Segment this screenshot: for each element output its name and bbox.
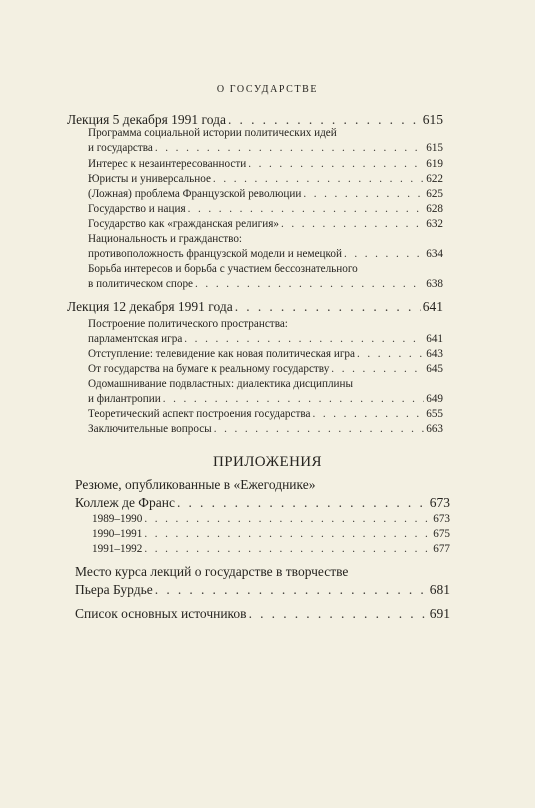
toc-subentry-line1: Построение политического пространства:	[88, 318, 288, 330]
toc-page-number: 673	[429, 495, 450, 510]
dot-leader	[144, 528, 431, 540]
toc-subentry[interactable]	[88, 348, 443, 360]
toc-page-number: 619	[426, 158, 443, 170]
toc-entry-resume[interactable]	[75, 495, 450, 511]
dot-leader	[213, 173, 424, 185]
toc-entry-title: Коллеж де Франс	[75, 495, 175, 510]
toc-entry-title: 1989–1990	[92, 513, 143, 525]
toc-page-number: 615	[422, 112, 443, 127]
toc-page-number: 628	[426, 203, 443, 215]
toc-subentry[interactable]	[88, 158, 443, 170]
toc-page-number: 649	[426, 393, 443, 405]
dot-leader	[144, 513, 431, 525]
toc-entry-title: Отступление: телевидение как новая политическая игра	[88, 348, 355, 360]
toc-page-number: 677	[433, 543, 450, 555]
toc-subentry-line1: Борьба интересов и борьба с участием бессознательного	[88, 263, 358, 275]
toc-entry-title: Пьера Бурдье	[75, 582, 153, 597]
toc-page-number: 675	[433, 528, 450, 540]
toc-entry-title: парламентская игра	[88, 333, 183, 345]
toc-subentry[interactable]	[88, 423, 443, 435]
toc-subentry[interactable]	[88, 393, 443, 405]
dot-leader	[248, 158, 424, 170]
toc-entry-sources[interactable]	[75, 606, 450, 622]
dot-leader	[144, 543, 431, 555]
toc-subentry[interactable]	[88, 363, 443, 375]
toc-entry-title: Теоретический аспект построения государства	[88, 408, 311, 420]
toc-entry-title: и государства	[88, 142, 153, 154]
toc-entry-title: в политическом споре	[88, 278, 194, 290]
toc-page-number: 681	[429, 582, 450, 597]
toc-subentry[interactable]	[88, 218, 443, 230]
toc-subentry[interactable]	[88, 142, 443, 154]
toc-subentry[interactable]	[88, 173, 443, 185]
toc-subentry[interactable]	[88, 333, 443, 345]
toc-page-number: 641	[422, 299, 443, 314]
toc-entry-title: Заключительные вопросы	[88, 423, 212, 435]
toc-subentry-year[interactable]	[92, 513, 450, 525]
toc-subentry[interactable]	[88, 188, 443, 200]
toc-page-number: 634	[426, 248, 443, 260]
toc-subentry[interactable]	[88, 203, 443, 215]
dot-leader	[249, 606, 428, 622]
toc-page-number: 655	[426, 408, 443, 420]
toc-page-number: 622	[426, 173, 443, 185]
appendix-heading: ПРИЛОЖЕНИЯ	[213, 454, 322, 470]
toc-page-number: 691	[429, 606, 450, 621]
toc-subentry-line1: Программа социальной истории политических идей	[88, 127, 337, 139]
dot-leader	[281, 218, 424, 230]
toc-entry-lecture-2[interactable]	[67, 299, 443, 315]
dot-leader	[344, 248, 424, 260]
toc-subentry-line1: Одомашнивание подвластных: диалектика дисциплины	[88, 378, 354, 390]
toc-entry-title: 1991–1992	[92, 543, 143, 555]
dot-leader	[357, 348, 424, 360]
toc-entry-title: противоположность французской модели и немецкой	[88, 248, 342, 260]
dot-leader	[195, 278, 424, 290]
toc-page-number: 673	[433, 513, 450, 525]
toc-entry-title: Юристы и универсальное	[88, 173, 211, 185]
toc-subentry[interactable]	[88, 248, 443, 260]
running-head: О ГОСУДАРСТВЕ	[216, 84, 319, 95]
toc-subentry-line1: Национальность и гражданство:	[88, 233, 243, 245]
dot-leader	[312, 408, 424, 420]
toc-entry-place[interactable]	[75, 582, 450, 598]
dot-leader	[155, 582, 428, 598]
toc-page-number: 645	[426, 363, 443, 375]
toc-entry-title: и филантропии	[88, 393, 161, 405]
toc-page-number: 638	[426, 278, 443, 290]
dot-leader	[214, 423, 425, 435]
toc-entry-title: Государство как «гражданская религия»	[88, 218, 279, 230]
dot-leader	[184, 333, 424, 345]
dot-leader	[188, 203, 425, 215]
toc-entry-line1: Резюме, опубликованные в «Ежегоднике»	[75, 477, 316, 492]
toc-page-number: 632	[426, 218, 443, 230]
dot-leader	[303, 188, 424, 200]
toc-page-number: 615	[426, 142, 443, 154]
toc-entry-title: Лекция 5 декабря 1991 года	[67, 112, 226, 127]
dot-leader	[331, 363, 424, 375]
dot-leader	[228, 112, 421, 128]
dot-leader	[177, 495, 428, 511]
toc-entry-title: 1990–1991	[92, 528, 143, 540]
toc-page-number: 663	[426, 423, 443, 435]
toc-subentry-year[interactable]	[92, 528, 450, 540]
toc-entry-lecture-1[interactable]	[67, 112, 443, 128]
toc-page-number: 643	[426, 348, 443, 360]
toc-entry-title: От государства на бумаге к реальному государству	[88, 363, 330, 375]
toc-page-number: 625	[426, 188, 443, 200]
toc-entry-title: Интерес к незаинтересованности	[88, 158, 247, 170]
toc-entry-title: Государство и нация	[88, 203, 186, 215]
dot-leader	[163, 393, 424, 405]
dot-leader	[235, 299, 421, 315]
toc-subentry[interactable]	[88, 278, 443, 290]
toc-subentry-year[interactable]	[92, 543, 450, 555]
toc-page-number: 641	[426, 333, 443, 345]
toc-entry-title: (Ложная) проблема Французской революции	[88, 188, 302, 200]
toc-subentry[interactable]	[88, 408, 443, 420]
dot-leader	[155, 142, 424, 154]
toc-entry-title: Список основных источников	[75, 606, 247, 621]
toc-entry-line1: Место курса лекций о государстве в творчестве	[75, 564, 349, 579]
toc-entry-title: Лекция 12 декабря 1991 года	[67, 299, 233, 314]
